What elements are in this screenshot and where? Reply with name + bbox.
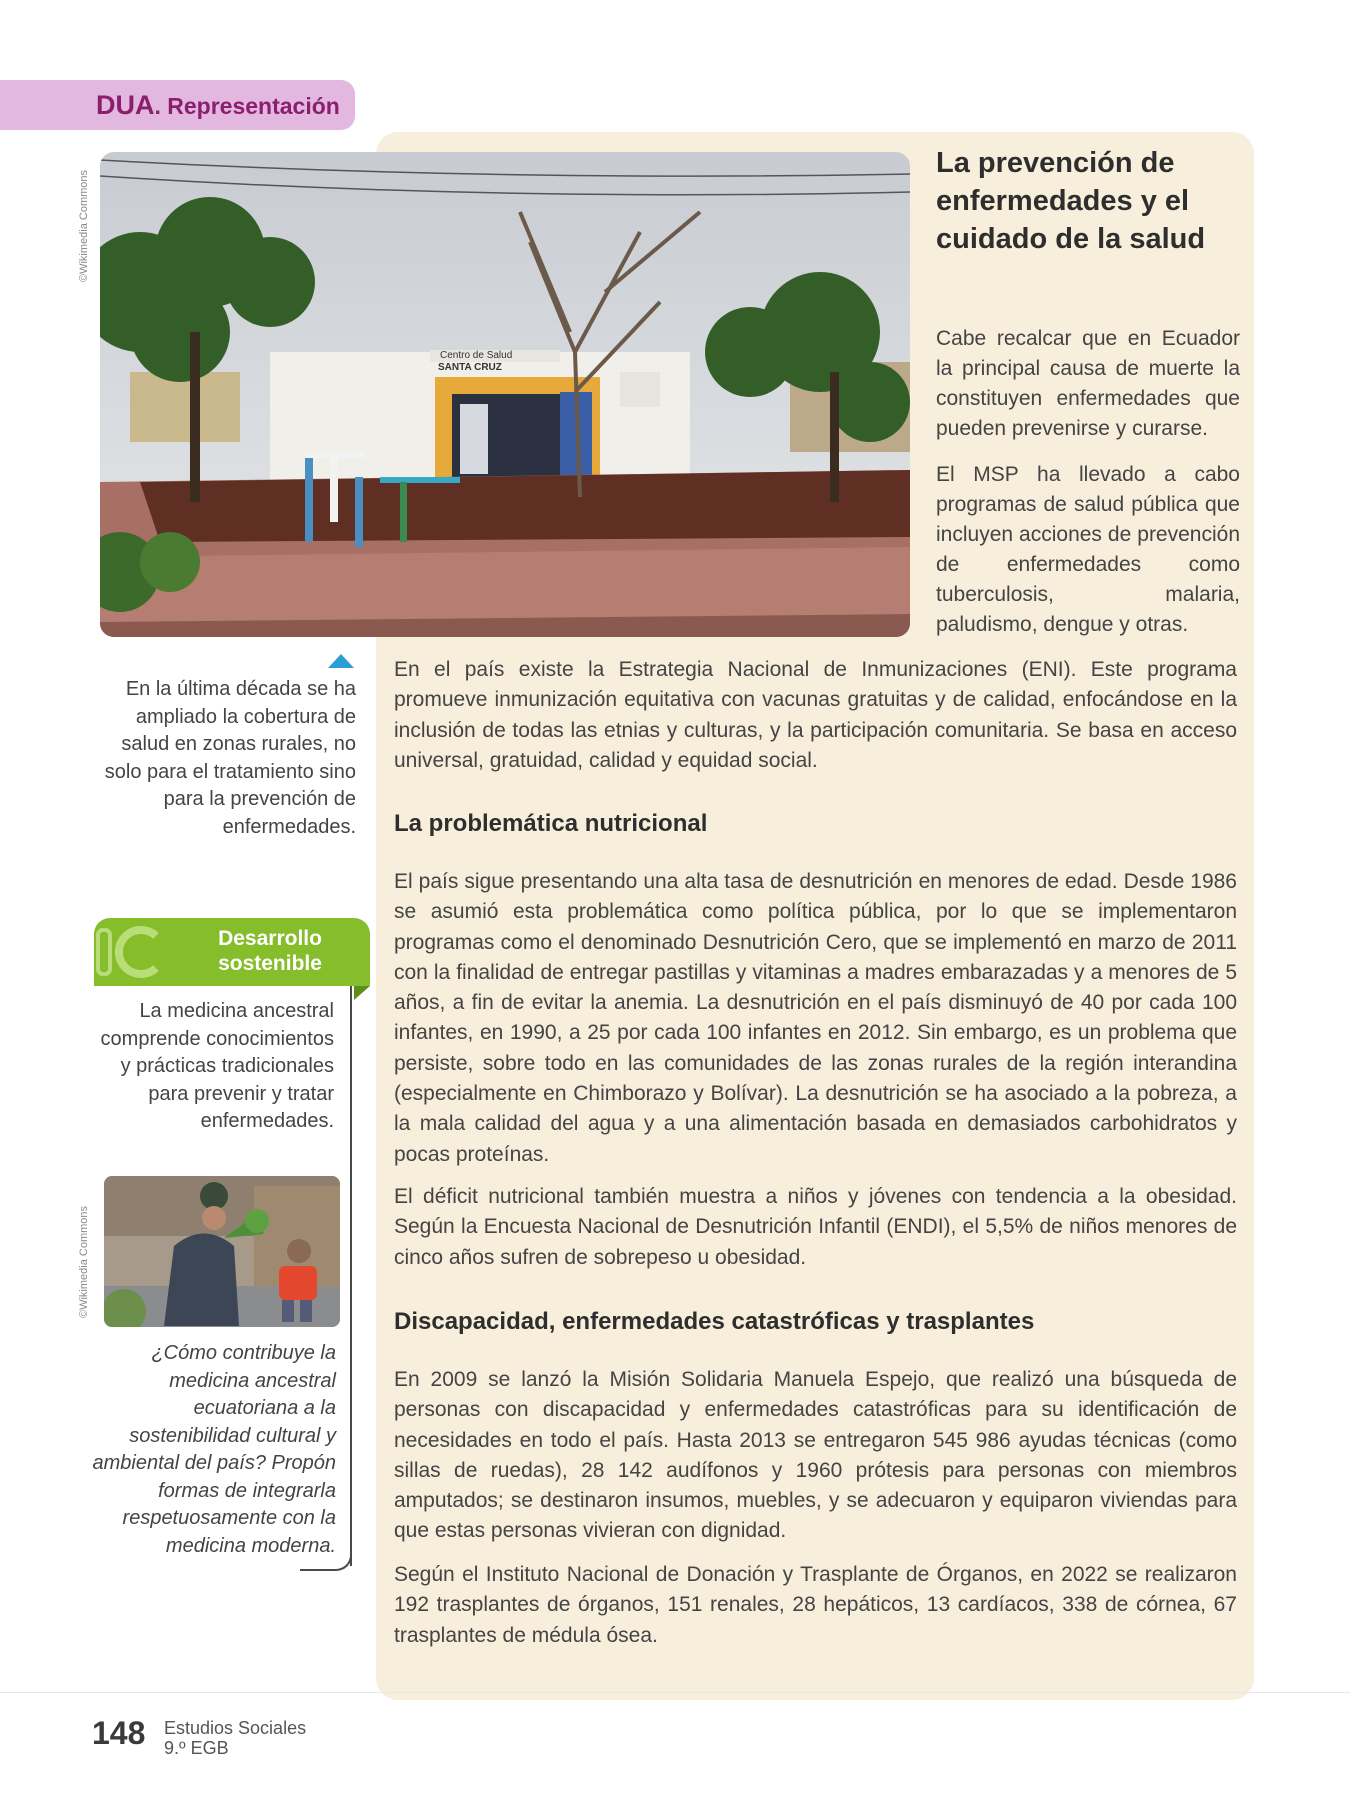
health-center-photo [100, 152, 910, 637]
eni-paragraph: En el país existe la Estrategia Nacional de Inmunizaciones (ENI). Este programa promueve inmunización equitativa con vacunas gratuitas y de calidad, enfocándose en la inclusión de todas las etnias y culturas, y la participación comunitaria. Se basa en acceso universal, gratuidad, calidad y equidad social. [394, 658, 1237, 772]
intro-paragraph-2: El MSP ha llevado a cabo programas de salud pública que incluyen acciones de prevención de enfermedades como tuberculosis, malaria, paludismo, dengue y otras. [936, 463, 1240, 636]
nutrition-paragraph-1: El país sigue presentando una alta tasa de desnutrición en menores de edad. Desde 1986 se asumió esta problemática como política pública, por lo que se implementaron programas como el denominado Desnutrición Cero, que se implementó en marzo de 2011 con la finalidad de entregar pastillas y vitaminas a madres embarazadas y a menores de 5 años, a fin de evitar la anemia. La desnutrición en el país disminuyó de 40 por cada 100 infantes, en 1990, a 25 por cada 100 infantes en 2012. Sin embargo, es un problema que persiste, sobre todo en las comunidades de las zonas rurales de la región interandina (especialmente en Chimborazo y Bolívar). La desnutrición se ha asociado a la pobreza, a la mala calidad del agua y a una alimentación basada en demasiados carbohidratos y pocas proteínas. [394, 870, 1237, 1166]
photo-caption: En la última década se ha ampliado la cobertura de salud en zonas rurales, no solo para el tratamiento sino para la prevención de enfermedades. [104, 678, 356, 838]
grade-level: 9.º EGB [164, 1738, 229, 1758]
disability-paragraph-2: Según el Instituto Nacional de Donación y Trasplante de Órganos, en 2022 se realizaron 192 trasplantes de órganos, 151 renales, 28 hepáticos, 13 cardíacos, 338 de córnea, 67 trasplantes de médula ósea. [394, 1563, 1237, 1647]
dua-subtitle: . Representación [154, 93, 340, 119]
photo-credit-2: ©Wikimedia Commons [78, 1205, 90, 1318]
box-frame [350, 986, 352, 1566]
footer-divider [0, 1692, 1350, 1693]
sign-line-1: Centro de Salud [440, 350, 513, 361]
page-number: 148 [92, 1715, 146, 1751]
sign-line-2: SANTA CRUZ [438, 362, 502, 373]
ancestral-medicine-photo [104, 1176, 340, 1327]
subject-name: Estudios Sociales [164, 1718, 307, 1738]
intro-paragraph-1: Cabe recalcar que en Ecuador la principal causa de muerte la constituyen enfermedades que pueden prevenirse y curarse. [936, 327, 1240, 440]
dua-tab [0, 80, 355, 130]
header-fold [354, 986, 370, 1000]
reflection-question: ¿Cómo contribuye la medicina ancestral ecuatoriana a la sostenibilidad cultural y ambiental del país? Propón formas de integrarla respetuosamente con la medicina moderna. [92, 1342, 336, 1557]
photo-credit: ©Wikimedia Commons [78, 169, 90, 282]
nutrition-heading: La problemática nutricional [394, 810, 708, 837]
book-title [164, 1718, 306, 1758]
ic-logo-icon [94, 924, 164, 980]
sostenible-label: Desarrollo sostenible [218, 927, 322, 975]
disability-paragraph-1: En 2009 se lanzó la Misión Solidaria Manuela Espejo, que realizó una búsqueda de personas con discapacidad y enfermedades catastróficas para su identificación de necesidades en todo el país. Hasta 2013 se entregaron 545 986 ayudas técnicas (como sillas de ruedas), 28 142 audífonos y 1960 prótesis para personas con miembros amputados; se destinaron insumos, muebles, y se adecuaron y equiparon viviendas para que estas personas vivieran con dignidad. [394, 1368, 1237, 1543]
dua-label: DUA [96, 90, 155, 120]
section-title: La prevención de enfermedades y el cuidado de la salud [936, 147, 1206, 255]
sostenible-header [94, 918, 370, 986]
caption-arrow-icon [328, 654, 354, 668]
sostenible-text: La medicina ancestral comprende conocimientos y prácticas tradicionales para prevenir y tratar enfermedades. [100, 1000, 334, 1132]
disability-heading: Discapacidad, enfermedades catastróficas y trasplantes [394, 1308, 1035, 1335]
nutrition-paragraph-2: El déficit nutricional también muestra a niños y jóvenes con tendencia a la obesidad. Según la Encuesta Nacional de Desnutrición Infantil (ENDI), el 5,5% de niños menores de cinco años sufren de sobrepeso u obesidad. [394, 1185, 1237, 1269]
